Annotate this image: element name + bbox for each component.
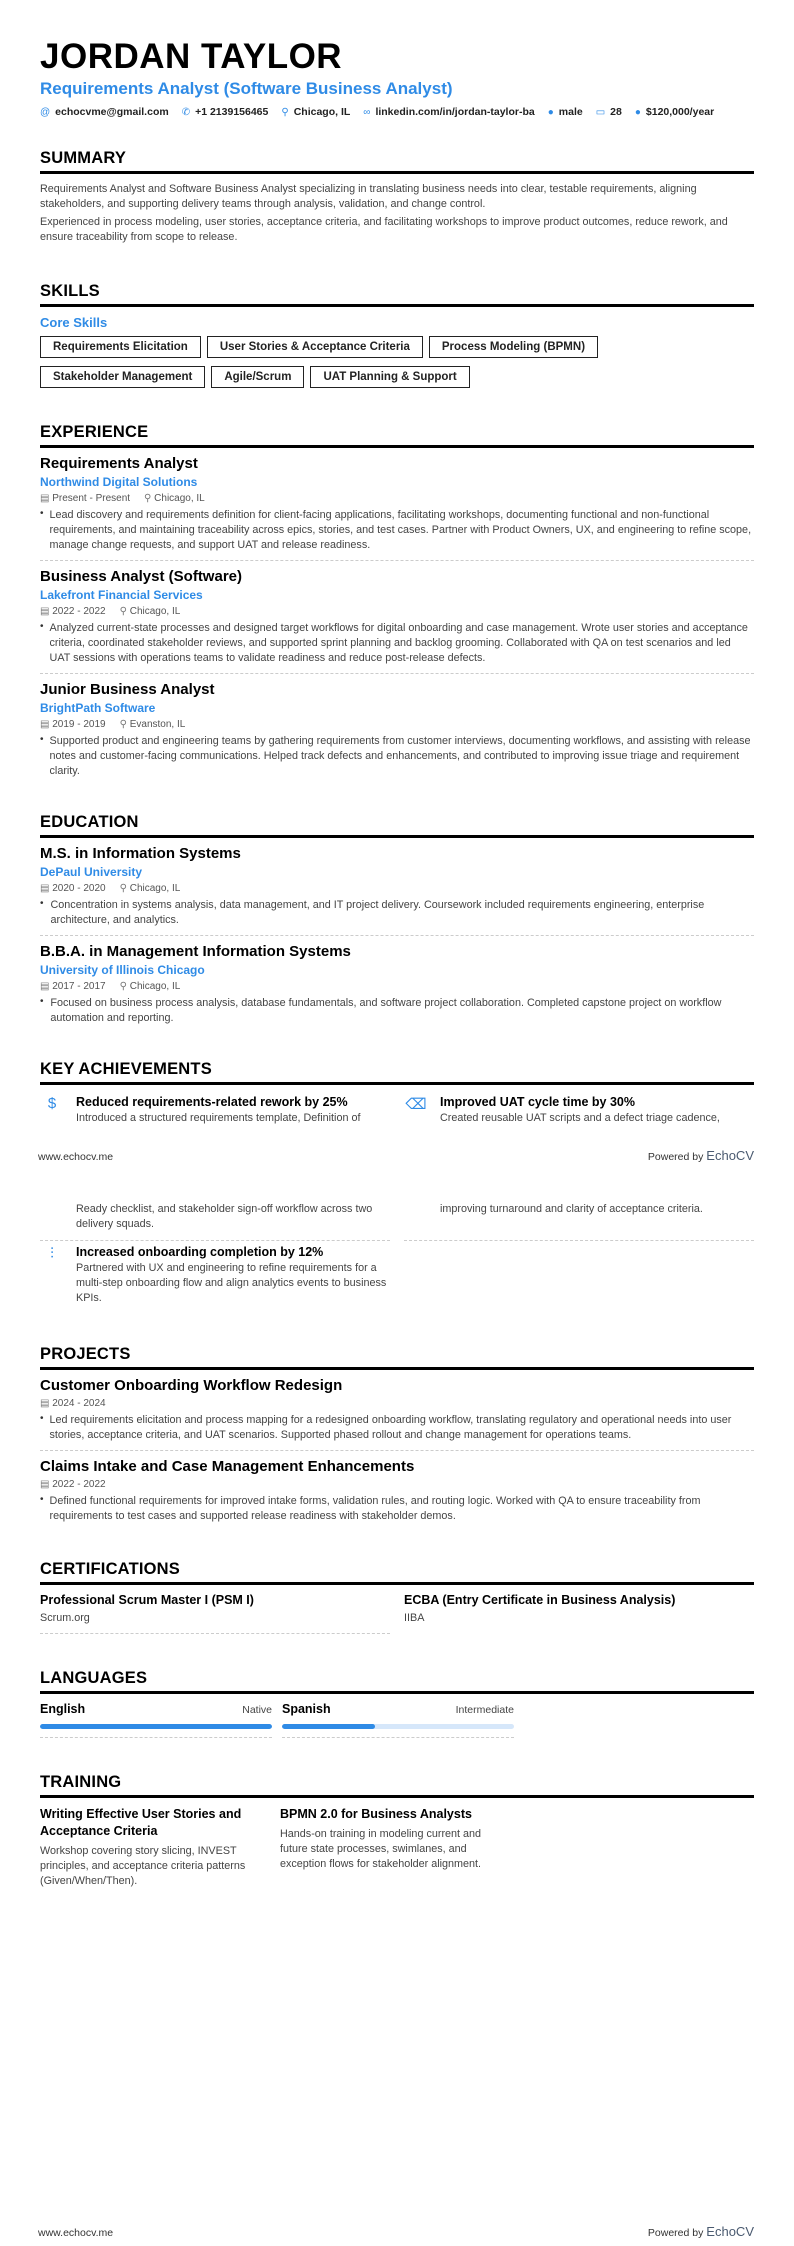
contact-age — [596, 106, 622, 118]
entry-bullet — [40, 1494, 754, 1524]
education-entry — [40, 838, 754, 936]
entry-dates — [40, 604, 106, 619]
footer-powered — [648, 2224, 754, 2241]
entry-organization: Lakefront Financial Services — [40, 588, 203, 602]
entry-meta — [40, 1477, 754, 1492]
entry-meta — [40, 881, 754, 896]
entry-meta — [40, 979, 754, 994]
link-icon: ∞ — [363, 106, 371, 118]
entry-description: Lead discovery and requirements definition for client-facing applications, facilitating workshops, documenting functional and non-functional requirements, and maintaining traceability across epics, stories, and test cases. Partner with Product Owners, UX, and engineering to refine scope, manage change requests, and support UAT and release readiness. — [49, 509, 752, 551]
training-desc: Workshop covering story slicing, INVEST principles, and acceptance criteria patterns (Given/When/Then). — [40, 1845, 246, 1887]
section-heading: EXPERIENCE — [40, 422, 754, 448]
language-header — [282, 1702, 514, 1716]
projects-section — [40, 1344, 754, 1531]
entry-title: Customer Onboarding Workflow Redesign — [40, 1377, 343, 1394]
entry-organization: University of Illinois Chicago — [40, 963, 205, 977]
contact-phone[interactable] — [182, 106, 269, 118]
location-text: Chicago, IL — [129, 606, 181, 617]
contact-email[interactable] — [40, 106, 169, 118]
user-icon: ● — [547, 106, 554, 118]
proficiency-fill — [40, 1724, 272, 1729]
calendar-icon: ▤ — [40, 1479, 53, 1490]
entry-meta — [40, 1396, 754, 1411]
language-level: Native — [242, 1704, 272, 1716]
entry-meta — [40, 717, 754, 732]
entry-title: Business Analyst (Software) — [40, 568, 242, 585]
language-item — [282, 1702, 514, 1738]
contact-linkedin[interactable] — [363, 106, 534, 118]
entry-bullet — [40, 621, 754, 666]
section-heading: EDUCATION — [40, 812, 754, 838]
gender-text: male — [558, 106, 583, 118]
cert-title: ECBA (Entry Certificate in Business Analysis) — [404, 1593, 676, 1607]
entry-title: Requirements Analyst — [40, 455, 198, 472]
brand-logo[interactable]: EchoCV — [706, 2224, 754, 2239]
entry-location — [144, 491, 205, 506]
file-dollar-icon: $ — [47, 1095, 57, 1112]
footer-site-link[interactable]: www.echocv.me — [38, 2227, 114, 2239]
certification-item — [404, 1593, 754, 1634]
language-item — [40, 1702, 272, 1738]
contact-salary — [635, 106, 714, 118]
skill-chip: Requirements Elicitation — [40, 336, 201, 358]
entry-bullet — [40, 898, 754, 928]
dates-text: 2019 - 2019 — [52, 719, 106, 730]
entry-title: B.B.A. in Management Information Systems — [40, 943, 351, 960]
training-title: BPMN 2.0 for Business Analysts — [280, 1807, 472, 1821]
entry-meta — [40, 604, 754, 619]
calendar-icon: ▤ — [40, 981, 53, 992]
skill-chip: UAT Planning & Support — [310, 366, 469, 388]
powered-text: Powered by — [647, 2227, 704, 2239]
training-item — [40, 1806, 270, 1889]
page-break-gap — [38, 1126, 754, 1202]
salary-text: $120,000/year — [645, 106, 715, 118]
achievement-body — [440, 1093, 754, 1232]
bullet-icon: • — [40, 734, 44, 745]
calendar-icon: ▭ — [595, 106, 606, 118]
footer-site-link[interactable]: www.echocv.me — [38, 1151, 114, 1163]
location-icon: ⚲ — [281, 106, 289, 118]
certifications-section — [40, 1559, 754, 1634]
cert-title: Professional Scrum Master I (PSM I) — [40, 1593, 254, 1607]
summary-paragraph: Requirements Analyst and Software Business Analyst specializing in translating business needs into clear, testable requirements, aligning stakeholders, and supporting delivery teams through analysis, validation, and change control. — [40, 183, 697, 210]
entry-location — [120, 717, 186, 732]
calendar-icon: ▤ — [40, 606, 53, 617]
entry-dates — [40, 1477, 106, 1492]
phone-icon: ✆ — [181, 106, 191, 118]
section-heading: PROJECTS — [40, 1344, 754, 1370]
section-heading: SKILLS — [40, 281, 754, 307]
achievement-title: Increased onboarding completion by 12% — [76, 1245, 324, 1259]
section-heading: TRAINING — [40, 1772, 754, 1798]
section-heading: KEY ACHIEVEMENTS — [40, 1059, 754, 1085]
sliders-icon: ⫶ — [50, 1245, 54, 1262]
entry-title: Claims Intake and Case Management Enhancements — [40, 1458, 415, 1475]
summary-section — [40, 148, 754, 245]
page-break-gap — [440, 1126, 754, 1202]
backspace-icon: ⌫ — [405, 1096, 427, 1113]
experience-entry — [40, 561, 754, 674]
skills-section — [40, 281, 754, 388]
resume-page — [40, 38, 754, 1889]
location-icon: ⚲ — [144, 493, 155, 504]
brand-logo[interactable]: EchoCV — [706, 1148, 754, 1163]
cert-issuer: IIBA — [404, 1612, 425, 1624]
achievement-body — [76, 1243, 390, 1306]
location-icon: ⚲ — [119, 606, 130, 617]
contact-row — [40, 106, 754, 118]
training-item — [280, 1806, 510, 1889]
location-text: Chicago, IL — [293, 106, 351, 118]
experience-section — [40, 422, 754, 786]
skill-chip: Stakeholder Management — [40, 366, 205, 388]
age-text: 28 — [610, 106, 622, 118]
page-footer — [38, 2224, 754, 2241]
dates-text: 2020 - 2020 — [52, 883, 106, 894]
training-section — [40, 1772, 754, 1889]
email-text: echocvme@gmail.com — [55, 106, 169, 118]
languages-section — [40, 1668, 754, 1738]
training-desc: Hands-on training in modeling current and future state processes, swimlanes, and exception flows for stakeholder alignment. — [280, 1828, 482, 1870]
calendar-icon: ▤ — [40, 1398, 53, 1409]
bullet-icon: • — [40, 621, 44, 632]
entry-organization: BrightPath Software — [40, 701, 156, 715]
achievement-description: improving turnaround and clarity of acceptance criteria. — [440, 1203, 703, 1215]
linkedin-text: linkedin.com/in/jordan-taylor-ba — [375, 106, 535, 118]
entry-organization: Northwind Digital Solutions — [40, 475, 198, 489]
bullet-icon: • — [40, 996, 44, 1007]
section-heading: SUMMARY — [40, 148, 754, 174]
entry-description: Supported product and engineering teams by gathering requirements from customer interviews, documenting workflows, and assisting with release notes and customer-facing communications. Helped track defects and enhancements, and contributed to improving issue triage and requirement clarity. — [49, 735, 751, 777]
certification-item — [40, 1593, 390, 1634]
entry-description: Led requirements elicitation and process mapping for a redesigned onboarding workflow, translating regulatory and operational needs into user stories, acceptance criteria, and UAT scenarios. Supported phased rollout and change management for operations teams. — [49, 1414, 732, 1441]
dates-text: 2024 - 2024 — [52, 1398, 106, 1409]
projects-entry — [40, 1451, 754, 1531]
candidate-name: JORDAN TAYLOR — [40, 37, 343, 76]
entry-title: Junior Business Analyst — [40, 681, 215, 698]
contact-gender — [548, 106, 583, 118]
language-name: English — [40, 1702, 86, 1716]
dates-text: 2022 - 2022 — [52, 606, 106, 617]
education-section — [40, 812, 754, 1033]
education-entry — [40, 936, 754, 1033]
entry-dates — [40, 881, 106, 896]
proficiency-bar — [40, 1724, 272, 1729]
location-text: Chicago, IL — [129, 883, 181, 894]
training-title: Writing Effective User Stories and Acceptance Criteria — [40, 1807, 242, 1838]
achievement-description: Partnered with UX and engineering to refine requirements for a multi-step onboarding flow and align analytics events to business KPIs. — [76, 1262, 387, 1304]
bullet-icon: • — [40, 898, 44, 909]
section-heading: CERTIFICATIONS — [40, 1559, 754, 1585]
calendar-icon: ▤ — [40, 883, 53, 894]
entry-location — [120, 881, 181, 896]
language-name: Spanish — [282, 1702, 331, 1716]
achievement-item — [404, 1091, 754, 1241]
phone-text: +1 2139156465 — [195, 106, 269, 118]
projects-entry — [40, 1370, 754, 1451]
skills-group-title: Core Skills — [40, 315, 108, 330]
location-icon: ⚲ — [119, 883, 130, 894]
entry-description: Defined functional requirements for improved intake forms, validation rules, and routing logic. Worked with QA to ensure traceability from requirements to test cases and supported release readiness with stakeholder demos. — [49, 1495, 701, 1522]
location-text: Chicago, IL — [129, 981, 181, 992]
dates-text: 2017 - 2017 — [52, 981, 106, 992]
entry-dates — [40, 717, 106, 732]
calendar-icon: ▤ — [40, 719, 53, 730]
entry-bullet — [40, 996, 754, 1026]
achievement-description: Ready checklist, and stakeholder sign-off workflow across two delivery squads. — [76, 1203, 373, 1230]
entry-location — [120, 979, 181, 994]
experience-entry — [40, 448, 754, 561]
at-icon: @ — [40, 106, 51, 118]
experience-entry — [40, 674, 754, 786]
entry-description: Analyzed current-state processes and designed target workflows for digital onboarding and case management. Wrote user stories and acceptance criteria, coordinated stakeholder reviews, and supported sprint planning and backlog grooming. Collaborated with QA on test scenarios and led UAT sessions with operations teams to validate readiness and reduce post-release defects. — [49, 622, 748, 664]
bullet-icon: • — [40, 1494, 44, 1505]
location-text: Evanston, IL — [129, 719, 186, 730]
skill-chips — [40, 336, 754, 388]
achievement-item — [40, 1241, 390, 1314]
entry-bullet — [40, 734, 754, 779]
entry-dates — [40, 491, 130, 506]
candidate-title: Requirements Analyst (Software Business Analyst) — [40, 79, 453, 98]
skill-chip: Agile/Scrum — [211, 366, 304, 388]
entry-bullet — [40, 1413, 754, 1443]
summary-paragraph: Experienced in process modeling, user stories, acceptance criteria, and facilitating workshops to improve product outcomes, reduce rework, and ensure traceability from scope to release. — [40, 216, 728, 243]
achievement-description: Created reusable UAT scripts and a defect triage cadence, — [440, 1112, 720, 1124]
bullet-icon: • — [40, 508, 44, 519]
proficiency-bar — [282, 1724, 514, 1729]
cert-issuer: Scrum.org — [40, 1612, 90, 1624]
proficiency-fill — [282, 1724, 375, 1729]
dates-text: 2022 - 2022 — [52, 1479, 106, 1490]
entry-title: M.S. in Information Systems — [40, 845, 241, 862]
achievement-title: Improved UAT cycle time by 30% — [440, 1095, 635, 1109]
entry-dates — [40, 1396, 106, 1411]
location-text: Chicago, IL — [154, 493, 205, 504]
entry-description: Focused on business process analysis, database fundamentals, and software project collaboration. Completed capstone project on workflow automation and reporting. — [50, 997, 722, 1024]
section-heading: LANGUAGES — [40, 1668, 754, 1694]
language-header — [40, 1702, 272, 1716]
achievement-description: Introduced a structured requirements template, Definition of — [76, 1112, 361, 1124]
entry-location — [120, 604, 181, 619]
entry-organization: DePaul University — [40, 865, 143, 879]
skill-chip: Process Modeling (BPMN) — [429, 336, 598, 358]
achievements-section — [40, 1059, 754, 1314]
dates-text: Present - Present — [52, 493, 131, 504]
entry-description: Concentration in systems analysis, data management, and IT project delivery. Coursework included requirements engineering, enterprise architecture, and analytics. — [50, 899, 705, 926]
location-icon: ⚲ — [119, 719, 130, 730]
bullet-icon: • — [40, 1413, 44, 1424]
language-level: Intermediate — [455, 1704, 514, 1716]
skill-chip: User Stories & Acceptance Criteria — [207, 336, 423, 358]
location-icon: ⚲ — [119, 981, 130, 992]
salary-icon: ● — [634, 106, 641, 118]
entry-dates — [40, 979, 106, 994]
entry-bullet — [40, 508, 754, 553]
entry-meta — [40, 491, 754, 506]
contact-location — [281, 106, 350, 118]
achievement-title: Reduced requirements-related rework by 25% — [76, 1095, 348, 1109]
powered-text: Powered by — [647, 1151, 704, 1163]
calendar-icon: ▤ — [40, 493, 53, 504]
